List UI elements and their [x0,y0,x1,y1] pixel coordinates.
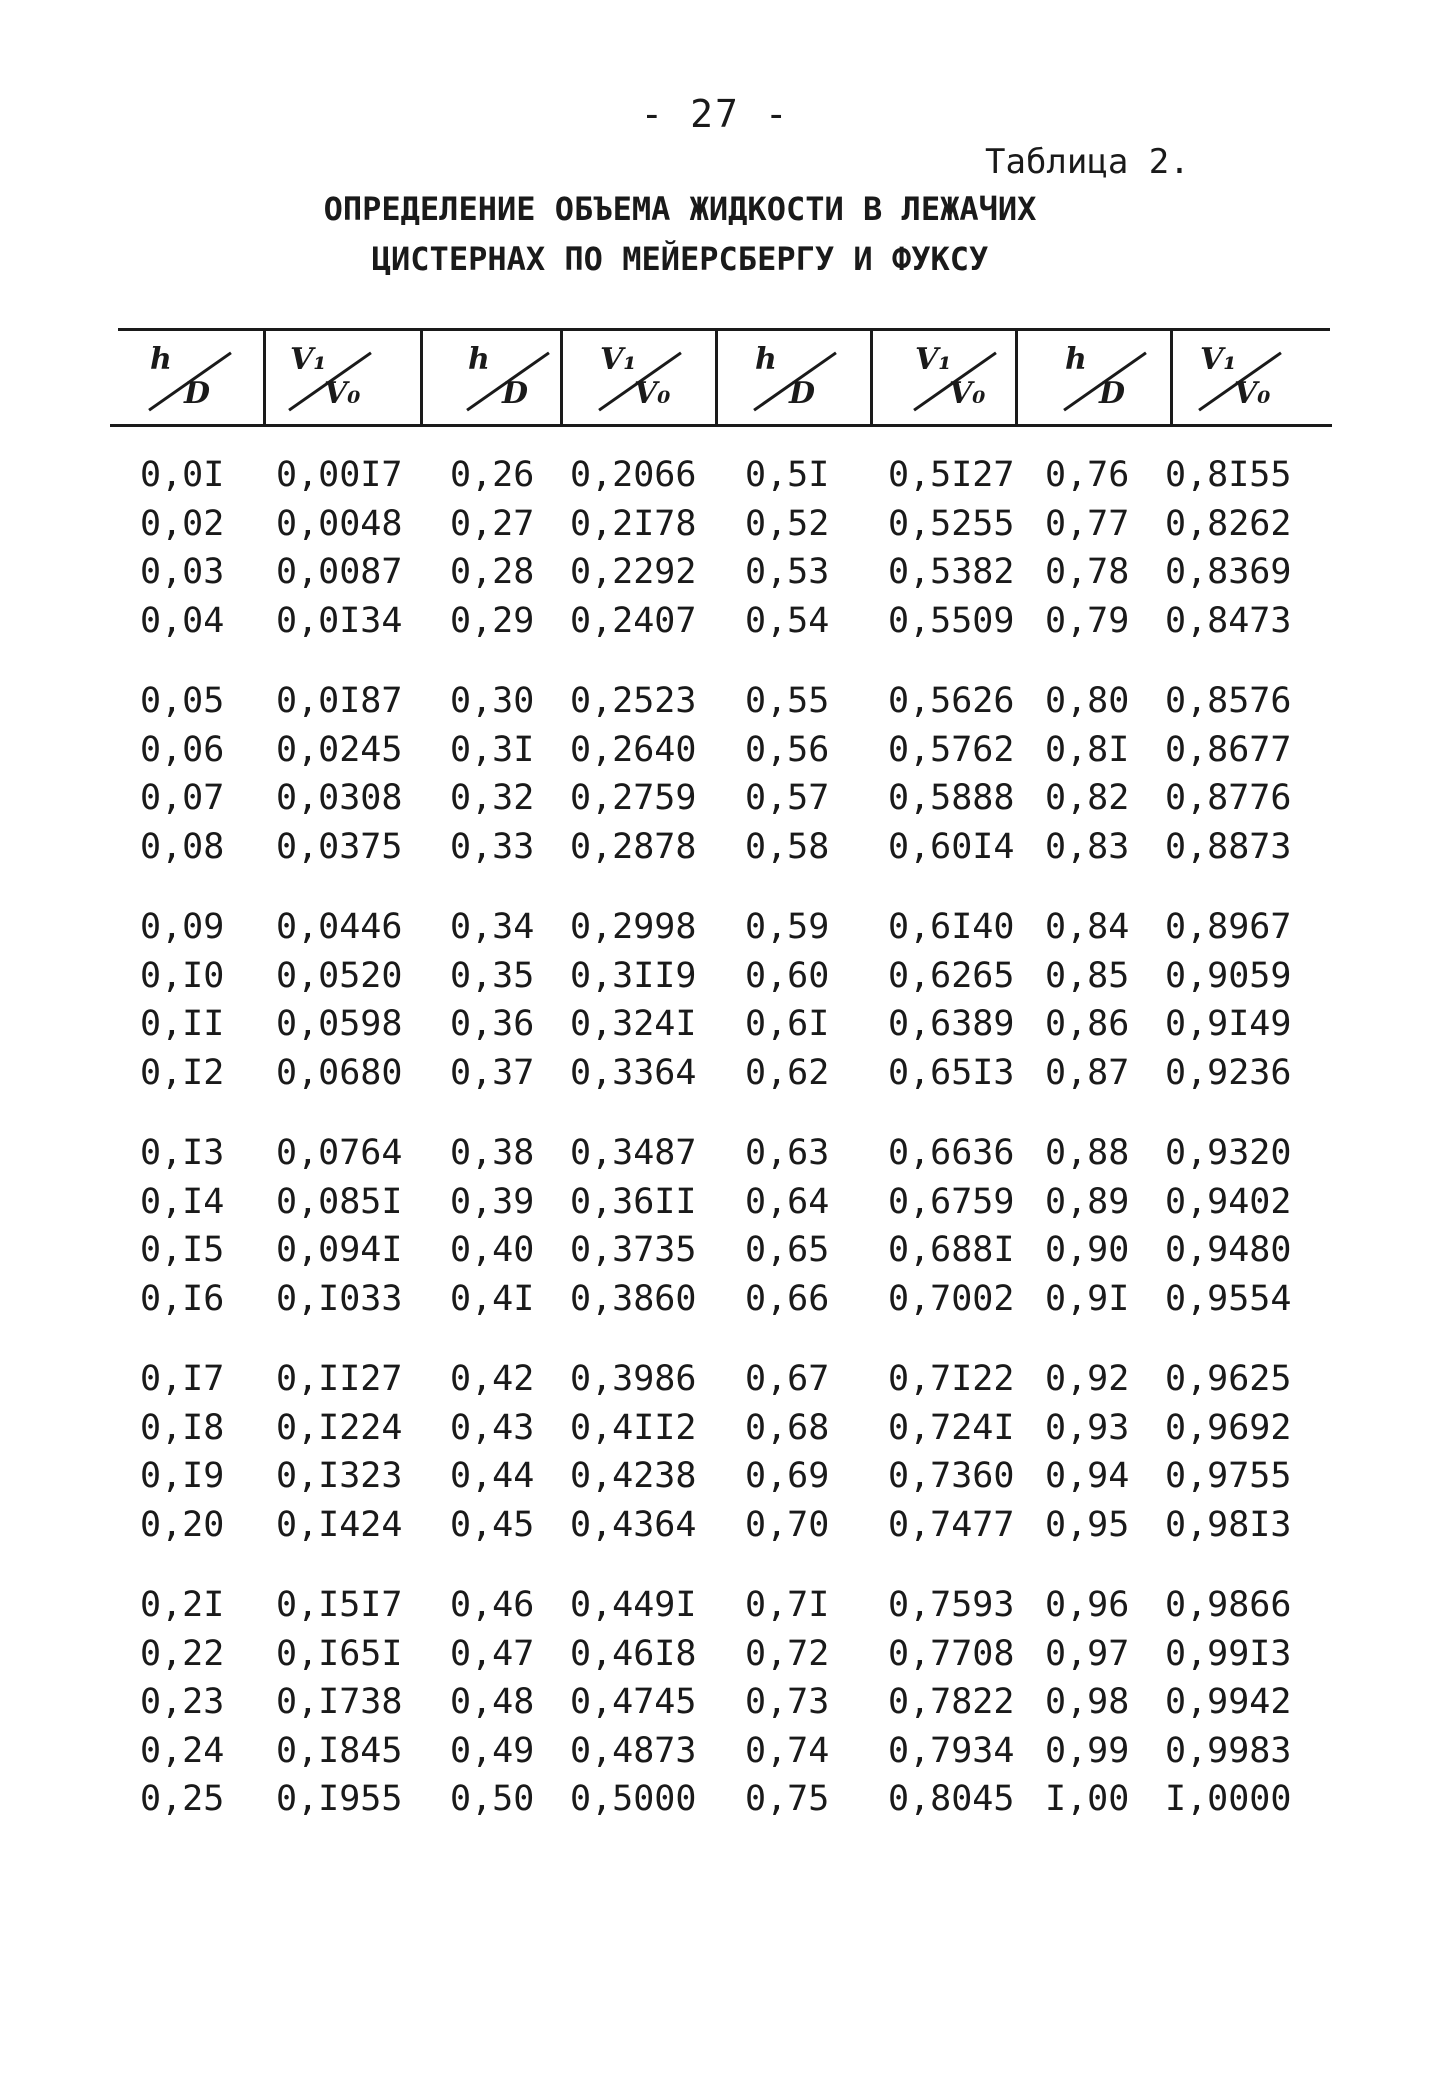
table-cell: 0,38 [450,1133,535,1173]
table-cell: 0,I9 [140,1456,225,1496]
table-label: Таблица 2. [985,142,1190,182]
table-cell: 0,70 [745,1504,830,1545]
table-cell: 0,3I [450,729,535,770]
table-cell: 0,8776 [1165,778,1292,818]
table-title-line-2: ЦИСТЕРНАХ ПО МЕЙЕРСБЕРГУ И ФУКСУ [371,240,989,278]
table-title-line-1: ОПРЕДЕЛЕНИЕ ОБЪЕМА ЖИДКОСТИ В ЛЕЖАЧИХ [323,190,1037,228]
table-cell: 0,26 [450,455,535,495]
table-cell: 0,33 [450,826,535,867]
table-cell: 0,84 [1045,907,1130,947]
table-cell: 0,II27 [276,1359,403,1399]
table-cell: 0,62 [745,1052,830,1093]
table-cell: 0,6I [745,1004,830,1044]
table-cell: 0,56 [745,729,830,770]
table-cell: 0,63 [745,1133,830,1173]
table-cell: 0,7708 [888,1633,1015,1674]
table-cell: 0,83 [1045,826,1130,867]
table-cell: 0,66 [745,1278,830,1319]
table-cell: 0,7593 [888,1585,1015,1625]
table-cell: 0,30 [450,681,535,721]
table-cell: 0,23 [140,1682,225,1722]
table-cell: 0,93 [1045,1407,1130,1448]
table-cell: 0,04 [140,600,225,641]
table-cell: 0,73 [745,1682,830,1722]
table-cell: 0,79 [1045,600,1130,641]
table-cell: 0,I6 [140,1278,225,1319]
table-cell: 0,5888 [888,778,1015,818]
table-cell: 0,50 [450,1779,535,1819]
table-cell: 0,9I49 [1165,1004,1292,1044]
header-denominator: V₀ [324,376,361,411]
header-numerator: V₁ [600,342,637,377]
table-cell: 0,8045 [888,1779,1015,1819]
table-cell: 0,60 [745,955,830,996]
table-cell: 0,5762 [888,729,1015,770]
table-cell: 0,78 [1045,552,1130,592]
table-cell: 0,85 [1045,955,1130,996]
table-cell: 0,449I [570,1585,697,1625]
table-cell: 0,20 [140,1504,225,1545]
table-cell: 0,6389 [888,1004,1015,1044]
table-cell: 0,I323 [276,1456,403,1496]
table-cell: 0,00I7 [276,455,403,495]
table-cell: 0,77 [1045,503,1130,544]
header-numerator: h [150,342,172,377]
table-cell: 0,I5 [140,1230,225,1270]
table-cell: 0,I224 [276,1407,403,1448]
table-cell: I,0000 [1165,1779,1292,1819]
table-cell: I,00 [1045,1779,1130,1819]
header-column-divider [263,330,266,426]
table-cell: 0,I4 [140,1181,225,1222]
table-cell: 0,0764 [276,1133,403,1173]
table-cell: 0,7I [745,1585,830,1625]
table-cell: 0,2640 [570,729,697,770]
table-cell: 0,72 [745,1633,830,1674]
table-cell: 0,7002 [888,1278,1015,1319]
table-cell: 0,9625 [1165,1359,1292,1399]
table-cell: 0,8677 [1165,729,1292,770]
table-cell: 0,08 [140,826,225,867]
table-cell: 0,89 [1045,1181,1130,1222]
table-cell: 0,96 [1045,1585,1130,1625]
table-cell: 0,92 [1045,1359,1130,1399]
table-cell: 0,9480 [1165,1230,1292,1270]
table-cell: 0,3487 [570,1133,697,1173]
table-cell: 0,9I [1045,1278,1130,1319]
table-cell: 0,6759 [888,1181,1015,1222]
table-cell: 0,7934 [888,1730,1015,1771]
table-cell: 0,28 [450,552,535,592]
table-cell: 0,0I87 [276,681,403,721]
table-cell: 0,9402 [1165,1181,1292,1222]
table-cell: 0,II [140,1004,225,1044]
table-cell: 0,3860 [570,1278,697,1319]
table-cell: 0,3364 [570,1052,697,1093]
table-cell: 0,9866 [1165,1585,1292,1625]
table-cell: 0,2I [140,1585,225,1625]
table-cell: 0,34 [450,907,535,947]
table-cell: 0,0375 [276,826,403,867]
table-cell: 0,98I3 [1165,1504,1292,1545]
table-cell: 0,2407 [570,600,697,641]
table-cell: 0,I2 [140,1052,225,1093]
table-cell: 0,69 [745,1456,830,1496]
table-cell: 0,3986 [570,1359,697,1399]
table-cell: 0,6I40 [888,907,1015,947]
table-cell: 0,9942 [1165,1682,1292,1722]
table-cell: 0,36 [450,1004,535,1044]
table-cell: 0,4I [450,1278,535,1319]
table-cell: 0,87 [1045,1052,1130,1093]
table-cell: 0,6636 [888,1133,1015,1173]
table-cell: 0,54 [745,600,830,641]
table-cell: 0,43 [450,1407,535,1448]
table-cell: 0,94 [1045,1456,1130,1496]
table-cell: 0,0520 [276,955,403,996]
table-cell: 0,9692 [1165,1407,1292,1448]
header-denominator: D [789,376,816,411]
table-cell: 0,I8 [140,1407,225,1448]
table-cell: 0,42 [450,1359,535,1399]
table-cell: 0,324I [570,1004,697,1044]
table-cell: 0,7360 [888,1456,1015,1496]
table-cell: 0,58 [745,826,830,867]
table-cell: 0,47 [450,1633,535,1674]
header-column-divider [420,330,423,426]
table-cell: 0,I424 [276,1504,403,1545]
header-column-divider [715,330,718,426]
table-cell: 0,59 [745,907,830,947]
table-cell: 0,39 [450,1181,535,1222]
table-cell: 0,4873 [570,1730,697,1771]
page-number: - 27 - [640,92,790,136]
table-cell: 0,I65I [276,1633,403,1674]
table-cell: 0,9554 [1165,1278,1292,1319]
table-cell: 0,29 [450,600,535,641]
table-cell: 0,2759 [570,778,697,818]
table-cell: 0,9755 [1165,1456,1292,1496]
table-cell: 0,I7 [140,1359,225,1399]
header-denominator: V₀ [634,376,671,411]
header-numerator: V₁ [915,342,952,377]
table-cell: 0,65I3 [888,1052,1015,1093]
table-cell: 0,I0 [140,955,225,996]
header-column-divider [1015,330,1018,426]
table-cell: 0,99I3 [1165,1633,1292,1674]
table-cell: 0,40 [450,1230,535,1270]
table-cell: 0,I955 [276,1779,403,1819]
table-cell: 0,5626 [888,681,1015,721]
table-cell: 0,46 [450,1585,535,1625]
table-cell: 0,6265 [888,955,1015,996]
table-cell: 0,9236 [1165,1052,1292,1093]
header-numerator: h [468,342,490,377]
table-cell: 0,88 [1045,1133,1130,1173]
header-column-divider [560,330,563,426]
table-cell: 0,49 [450,1730,535,1771]
table-cell: 0,5509 [888,600,1015,641]
table-cell: 0,0I [140,455,225,495]
header-denominator: D [502,376,529,411]
table-cell: 0,0598 [276,1004,403,1044]
table-cell: 0,60I4 [888,826,1015,867]
table-cell: 0,57 [745,778,830,818]
table-cell: 0,05 [140,681,225,721]
table-cell: 0,9320 [1165,1133,1292,1173]
table-cell: 0,36II [570,1181,697,1222]
table-cell: 0,I738 [276,1682,403,1722]
table-cell: 0,46I8 [570,1633,697,1674]
header-denominator: V₀ [949,376,986,411]
table-cell: 0,8369 [1165,552,1292,592]
header-denominator: D [1099,376,1126,411]
table-cell: 0,82 [1045,778,1130,818]
table-cell: 0,I033 [276,1278,403,1319]
table-cell: 0,0I34 [276,600,403,641]
table-cell: 0,0680 [276,1052,403,1093]
table-cell: 0,0308 [276,778,403,818]
table-cell: 0,86 [1045,1004,1130,1044]
header-numerator: h [1065,342,1087,377]
table-cell: 0,3735 [570,1230,697,1270]
table-cell: 0,09 [140,907,225,947]
table-cell: 0,5I [745,455,830,495]
table-cell: 0,7477 [888,1504,1015,1545]
header-denominator: D [184,376,211,411]
table-cell: 0,4745 [570,1682,697,1722]
table-cell: 0,I3 [140,1133,225,1173]
header-column-divider [870,330,873,426]
table-cell: 0,07 [140,778,225,818]
table-cell: 0,8967 [1165,907,1292,947]
header-column-divider [1170,330,1173,426]
header-bottom-rule [110,424,1332,427]
table-cell: 0,I5I7 [276,1585,403,1625]
table-cell: 0,76 [1045,455,1130,495]
table-cell: 0,8473 [1165,600,1292,641]
table-cell: 0,0087 [276,552,403,592]
table-cell: 0,8I55 [1165,455,1292,495]
table-cell: 0,55 [745,681,830,721]
table-cell: 0,32 [450,778,535,818]
header-numerator: h [755,342,777,377]
table-cell: 0,5I27 [888,455,1015,495]
table-cell: 0,44 [450,1456,535,1496]
table-cell: 0,8262 [1165,503,1292,544]
table-cell: 0,4II2 [570,1407,697,1448]
table-cell: 0,74 [745,1730,830,1771]
table-cell: 0,06 [140,729,225,770]
table-cell: 0,9983 [1165,1730,1292,1771]
table-cell: 0,27 [450,503,535,544]
table-cell: 0,8I [1045,729,1130,770]
table-cell: 0,8576 [1165,681,1292,721]
table-cell: 0,65 [745,1230,830,1270]
table-cell: 0,085I [276,1181,403,1222]
table-cell: 0,8873 [1165,826,1292,867]
table-cell: 0,80 [1045,681,1130,721]
table-cell: 0,724I [888,1407,1015,1448]
table-cell: 0,95 [1045,1504,1130,1545]
table-cell: 0,I845 [276,1730,403,1771]
table-cell: 0,688I [888,1230,1015,1270]
table-cell: 0,90 [1045,1230,1130,1270]
table-cell: 0,25 [140,1779,225,1819]
header-numerator: V₁ [290,342,327,377]
table-cell: 0,4238 [570,1456,697,1496]
table-cell: 0,99 [1045,1730,1130,1771]
table-cell: 0,2I78 [570,503,697,544]
table-cell: 0,2066 [570,455,697,495]
table-cell: 0,2523 [570,681,697,721]
table-cell: 0,4364 [570,1504,697,1545]
table-cell: 0,03 [140,552,225,592]
table-cell: 0,9059 [1165,955,1292,996]
header-top-rule [118,328,1330,331]
table-cell: 0,2878 [570,826,697,867]
table-cell: 0,64 [745,1181,830,1222]
table-cell: 0,45 [450,1504,535,1545]
table-cell: 0,5000 [570,1779,697,1819]
table-cell: 0,2998 [570,907,697,947]
table-cell: 0,02 [140,503,225,544]
table-cell: 0,97 [1045,1633,1130,1674]
table-cell: 0,35 [450,955,535,996]
table-cell: 0,68 [745,1407,830,1448]
table-cell: 0,67 [745,1359,830,1399]
table-cell: 0,2292 [570,552,697,592]
header-denominator: V₀ [1234,376,1271,411]
table-cell: 0,7822 [888,1682,1015,1722]
table-cell: 0,22 [140,1633,225,1674]
table-cell: 0,24 [140,1730,225,1771]
table-cell: 0,48 [450,1682,535,1722]
table-cell: 0,98 [1045,1682,1130,1722]
table-cell: 0,75 [745,1779,830,1819]
table-cell: 0,52 [745,503,830,544]
table-cell: 0,5382 [888,552,1015,592]
table-cell: 0,094I [276,1230,403,1270]
table-cell: 0,53 [745,552,830,592]
table-cell: 0,37 [450,1052,535,1093]
table-cell: 0,0048 [276,503,403,544]
table-cell: 0,0245 [276,729,403,770]
table-cell: 0,7I22 [888,1359,1015,1399]
table-cell: 0,5255 [888,503,1015,544]
header-numerator: V₁ [1200,342,1237,377]
table-cell: 0,0446 [276,907,403,947]
table-cell: 0,3II9 [570,955,697,996]
